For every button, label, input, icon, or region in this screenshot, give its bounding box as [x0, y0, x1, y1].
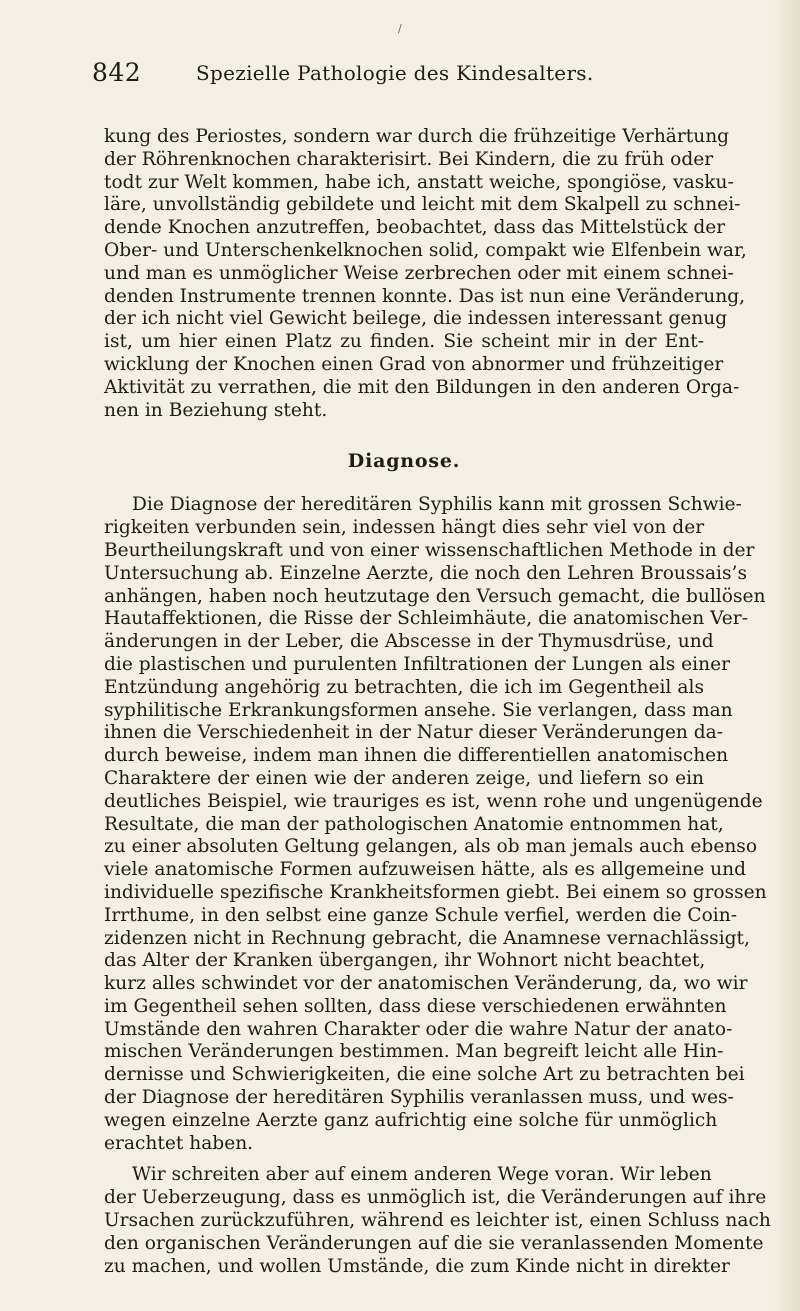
text-line: erachtet haben.: [104, 1132, 254, 1154]
text-line: Resultate, die man der pathologischen Anatomie entnommen hat,: [104, 813, 724, 835]
text-line: Aktivität zu verrathen, die mit den Bildungen in den anderen Orga-: [104, 376, 740, 398]
text-line: läre, unvollständig gebildete und leicht mit dem Skalpell zu schnei-: [104, 194, 741, 216]
text-line: deutliches Beispiel, wie trauriges es ist, wenn rohe und ungenügende: [104, 790, 763, 812]
text-line: der Ueberzeugung, dass es unmöglich ist, die Veränderungen auf ihre: [104, 1187, 767, 1209]
paragraph: [104, 1164, 771, 1278]
text-line: Wir schreiten aber auf einem anderen Wege voran. Wir leben: [132, 1164, 712, 1186]
text-line: ist, um hier einen Platz zu finden. Sie scheint mir in der Ent-: [104, 331, 704, 353]
page-number: 842: [92, 58, 142, 87]
text-line: im Gegentheil sehen sollten, dass diese verschiedenen erwähnten: [104, 995, 727, 1017]
paragraph: [104, 126, 747, 422]
text-line: Hautaffektionen, die Risse der Schleimhäute, die anatomischen Ver-: [104, 608, 748, 630]
text-line: denden Instrumente trennen konnte. Das ist nun eine Veränderung,: [104, 285, 746, 307]
text-line: zidenzen nicht in Rechnung gebracht, die Anamnese vernachlässigt,: [104, 927, 750, 949]
text-line: dende Knochen anzutreffen, beobachtet, dass das Mittelstück der: [104, 217, 726, 239]
text-line: todt zur Welt kommen, habe ich, anstatt weiche, spongiöse, vasku-: [104, 171, 734, 193]
text-line: Ober- und Unterschenkelknochen solid, compakt wie Elfenbein war,: [104, 239, 747, 261]
text-line: Beurtheilungskraft und von einer wissenschaftlichen Methode in der: [104, 539, 755, 561]
text-line: der ich nicht viel Gewicht beilege, die indessen interessant genug: [104, 308, 728, 330]
text-line: kung des Periostes, sondern war durch die frühzeitige Verhärtung: [104, 126, 730, 147]
text-line: kurz alles schwindet vor der anatomischen Veränderung, da, wo wir: [104, 973, 748, 995]
text-line: dernisse und Schwierigkeiten, die eine solche Art zu betrachten bei: [104, 1064, 745, 1086]
text-line: Irrthume, in den selbst eine ganze Schule verfiel, werden die Coin-: [104, 904, 737, 926]
text-line: rigkeiten verbunden sein, indessen hängt dies sehr viel von der: [104, 517, 705, 539]
text-line: Ursachen zurückzuführen, während es leichter ist, einen Schluss nach: [104, 1210, 771, 1232]
text-line: die plastischen und purulenten Infiltrationen der Lungen als einer: [104, 653, 730, 675]
page-header: [92, 58, 712, 98]
text-line: anhängen, haben noch heutzutage den Versuch gemacht, die bullösen: [104, 585, 766, 607]
paragraph-gap: [104, 1155, 704, 1164]
text-line: individuelle spezifische Krankheitsformen giebt. Bei einem so grossen: [104, 881, 767, 903]
text-line: durch beweise, indem man ihnen die differentiellen anatomischen: [104, 745, 729, 767]
text-line: ihnen die Verschiedenheit in der Natur dieser Veränderungen da-: [104, 722, 724, 744]
running-head: Spezielle Pathologie des Kindesalters.: [196, 61, 594, 85]
paragraph: [104, 494, 767, 1155]
text-line: wegen einzelne Aerzte ganz aufrichtig eine solche für unmöglich: [104, 1109, 718, 1131]
text-line: Die Diagnose der hereditären Syphilis kann mit grossen Schwie-: [132, 494, 742, 516]
text-line: der Diagnose der hereditären Syphilis veranlassen muss, und wes-: [104, 1087, 734, 1109]
text-line: viele anatomische Formen aufzuweisen hätte, als es allgemeine und: [104, 859, 747, 881]
page-edge-shadow: [774, 0, 800, 1311]
text-line: Charaktere der einen wie der anderen zeige, und liefern so ein: [104, 767, 704, 789]
text-line: zu machen, und wollen Umstände, die zum Kinde nicht in direkter: [104, 1255, 730, 1277]
text-line: mischen Veränderungen bestimmen. Man begreift leicht alle Hin-: [104, 1041, 724, 1063]
text-line: den organischen Veränderungen auf die sie veranlassenden Momente: [104, 1232, 764, 1254]
text-line: wicklung der Knochen einen Grad von abnormer und frühzeitiger: [104, 353, 724, 375]
body-text: [104, 126, 771, 1278]
top-mark: /: [398, 22, 402, 35]
text-line: Umstände den wahren Charakter oder die wahre Natur der anato-: [104, 1018, 733, 1040]
text-line: zu einer absoluten Geltung gelangen, als ob man jemals auch ebenso: [104, 836, 758, 858]
text-line: der Röhrenknochen charakterisirt. Bei Kindern, die zu früh oder: [104, 148, 714, 170]
text-line: Untersuchung ab. Einzelne Aerzte, die noch den Lehren Broussais’s: [104, 562, 747, 584]
text-line: änderungen in der Leber, die Abscesse in der Thymusdrüse, und: [104, 631, 714, 653]
text-line: Entzündung angehörig zu betrachten, die ich im Gegentheil als: [104, 676, 704, 698]
text-line: und man es unmöglicher Weise zerbrechen oder mit einem schnei-: [104, 262, 734, 284]
section-heading: Diagnose.: [347, 450, 461, 473]
text-line: das Alter der Kranken übergangen, ihr Wohnort nicht beachtet,: [104, 950, 706, 972]
text-line: syphilitische Erkrankungsformen ansehe. Sie verlangen, dass man: [104, 699, 733, 721]
text-line: nen in Beziehung steht.: [104, 399, 328, 421]
